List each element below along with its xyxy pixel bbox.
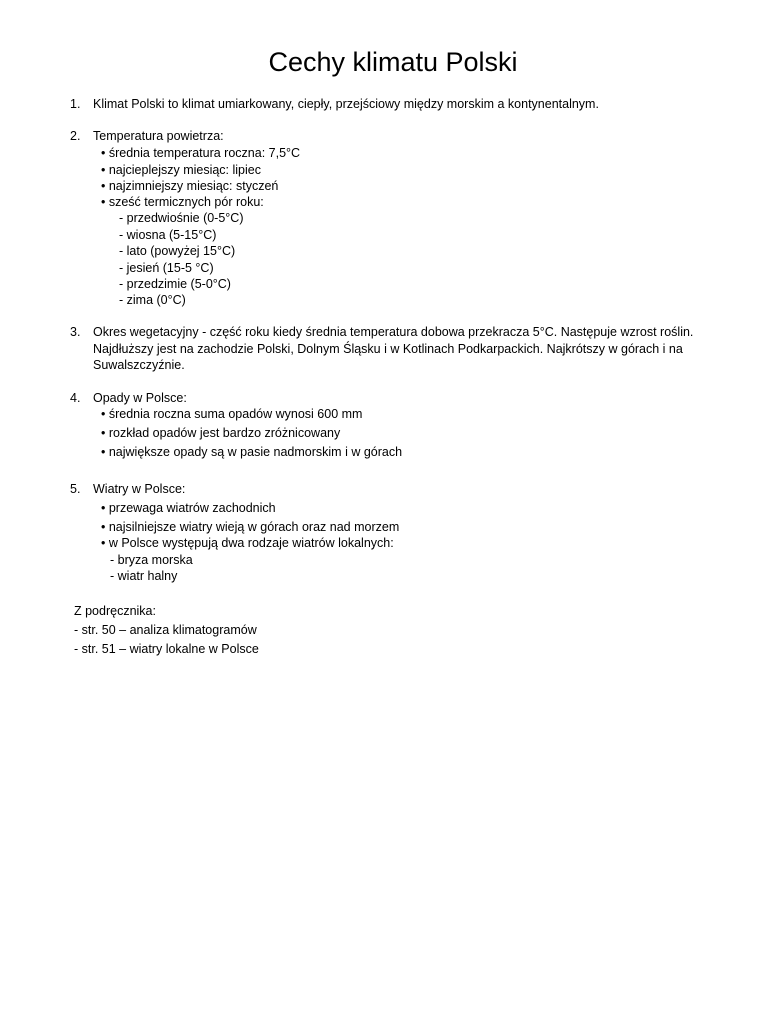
item-2-bullet: • sześć termicznych pór roku: <box>101 195 264 209</box>
item-3-line: Najdłuższy jest na zachodzie Polski, Dolnym Śląsku i w Kotlinach Podkarpackich. Najkrótszy w górach i na <box>93 342 683 356</box>
item-number-3: 3. <box>70 325 81 339</box>
item-4-bullet: • rozkład opadów jest bardzo zróżnicowany <box>101 426 341 440</box>
textbook-heading: Z podręcznika: <box>74 604 156 618</box>
item-3-line: Suwalszczyźnie. <box>93 358 185 372</box>
textbook-ref: - str. 50 – analiza klimatogramów <box>74 623 257 637</box>
item-2-bullet: • najcieplejszy miesiąc: lipiec <box>101 163 261 177</box>
item-2-bullet: • najzimniejszy miesiąc: styczeń <box>101 179 279 193</box>
season-item: - lato (powyżej 15°C) <box>119 244 236 258</box>
item-2-bullet: • średnia temperatura roczna: 7,5°C <box>101 146 301 160</box>
item-number-4: 4. <box>70 391 81 405</box>
item-number-1: 1. <box>70 97 81 111</box>
wind-type-item: - wiatr halny <box>110 569 178 583</box>
item-1-text: Klimat Polski to klimat umiarkowany, ciepły, przejściowy między morskim a kontynentalnym. <box>93 97 599 111</box>
item-number-5: 5. <box>70 482 81 496</box>
item-4-bullet: • największe opady są w pasie nadmorskim i w górach <box>101 445 403 459</box>
item-4-bullet: • średnia roczna suma opadów wynosi 600 mm <box>101 407 363 421</box>
wind-type-item: - bryza morska <box>110 553 193 567</box>
item-5-bullet: • najsilniejsze wiatry wieją w górach oraz nad morzem <box>101 520 400 534</box>
season-item: - zima (0°C) <box>119 293 186 307</box>
season-item: - przedzimie (5-0°C) <box>119 277 231 291</box>
season-item: - wiosna (5-15°C) <box>119 228 217 242</box>
item-4-heading: Opady w Polsce: <box>93 391 187 405</box>
item-5-bullet: • w Polsce występują dwa rodzaje wiatrów lokalnych: <box>101 536 394 550</box>
item-number-2: 2. <box>70 129 81 143</box>
item-5-heading: Wiatry w Polsce: <box>93 482 186 496</box>
season-item: - przedwiośnie (0-5°C) <box>119 211 244 225</box>
item-3-line: Okres wegetacyjny - część roku kiedy średnia temperatura dobowa przekracza 5°C. Następuje wzrost roślin. <box>93 325 694 339</box>
season-item: - jesień (15-5 °C) <box>119 261 214 275</box>
textbook-ref: - str. 51 – wiatry lokalne w Polsce <box>74 642 259 656</box>
item-2-heading: Temperatura powietrza: <box>93 129 224 143</box>
item-5-bullet: • przewaga wiatrów zachodnich <box>101 501 276 515</box>
document-title: Cechy klimatu Polski <box>268 47 518 77</box>
